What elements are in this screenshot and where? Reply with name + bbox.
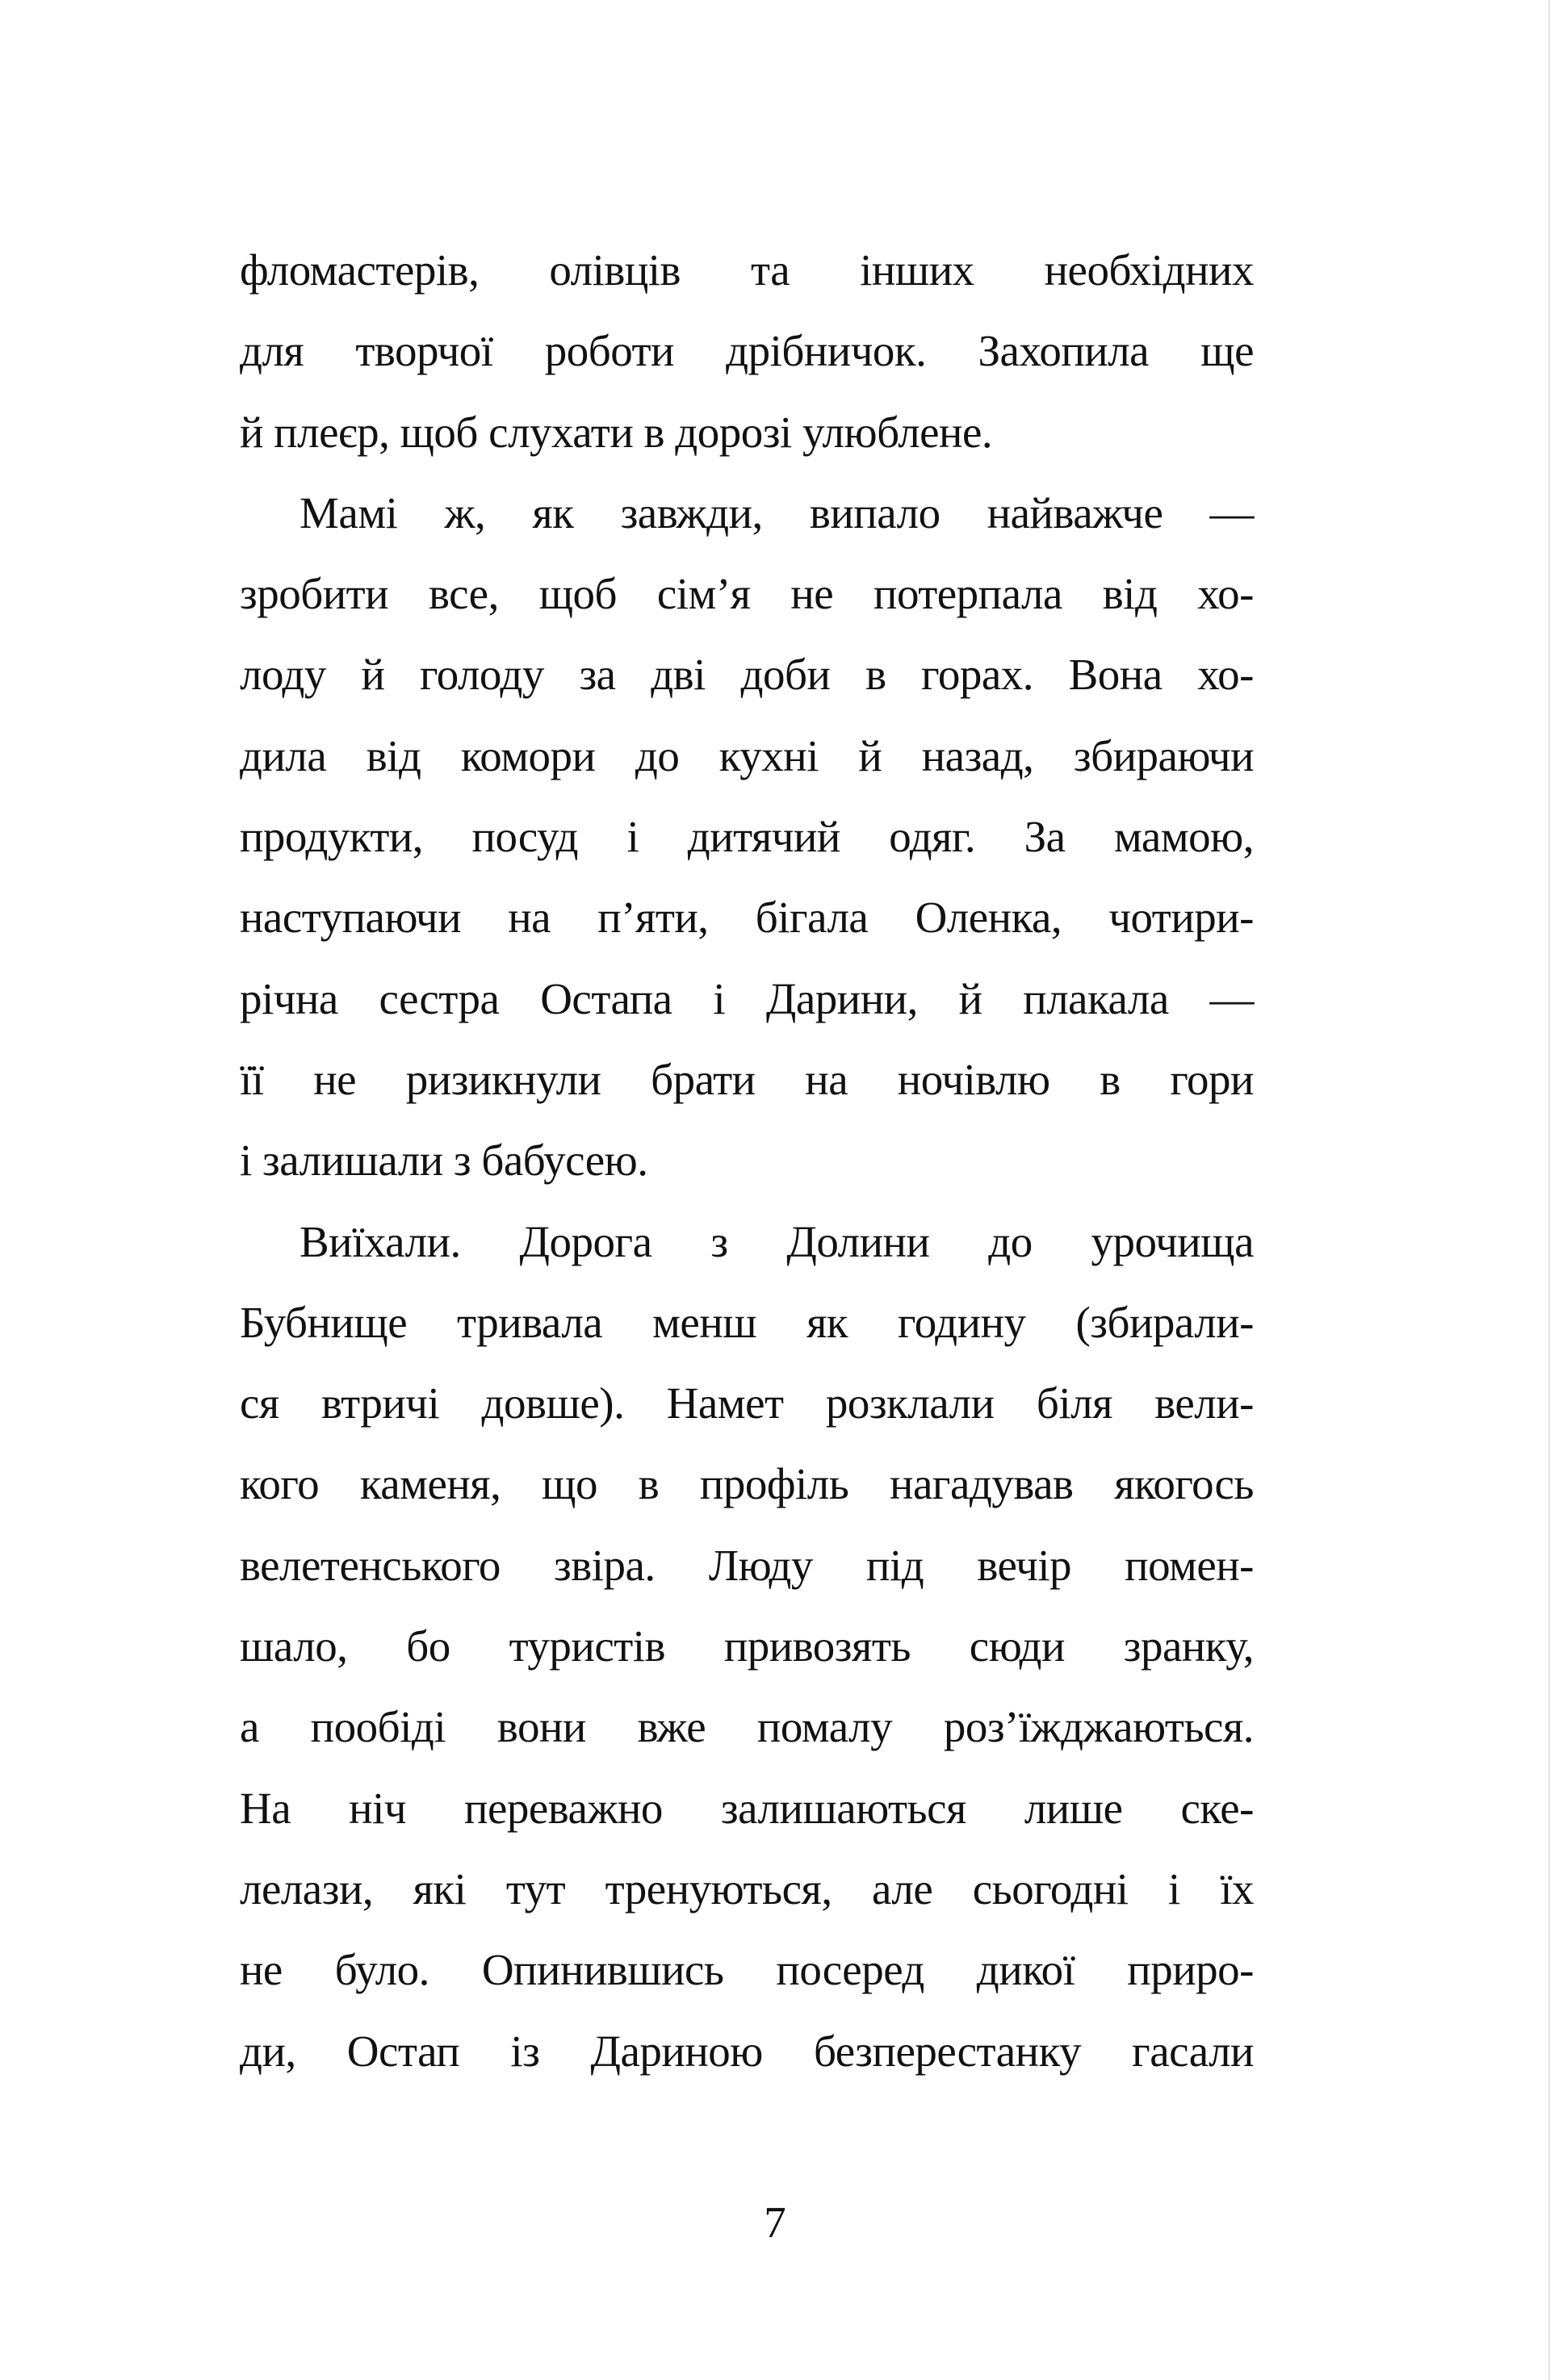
text-line: На ніч переважно залишаються лише ске-	[240, 1783, 1254, 1833]
text-line: річна сестра Остапа і Дарини, й плакала —	[240, 973, 1254, 1023]
text-line: Мамі ж, як завжди, випало найважче —	[300, 487, 1254, 537]
text-line: дила від комори до кухні й назад, збираючи	[240, 730, 1254, 780]
page-number: 7	[764, 2198, 786, 2247]
text-line: Бубнище тривала менш як годину (збирали-	[240, 1297, 1254, 1347]
text-line: Виїхали. Дорога з Долини до урочища	[300, 1216, 1254, 1266]
text-line: ди, Остап із Дариною безперестанку гасали	[240, 2026, 1254, 2076]
text-line: і залишали з бабусею.	[240, 1136, 648, 1186]
text-line: лоду й голоду за дві доби в горах. Вона хо-	[240, 650, 1254, 700]
text-line: шало, бо туристів привозять сюди зранку,	[240, 1621, 1254, 1671]
text-line: зробити все, щоб сім’я не потерпала від хо-	[240, 569, 1254, 619]
text-line: лелази, які тут тренуються, але сьогодні і їх	[240, 1863, 1254, 1914]
text-line: велетенського звіра. Люду під вечір помен-	[240, 1540, 1254, 1590]
body-text	[240, 230, 1254, 2092]
text-line: ся втричі довше). Намет розклали біля вели-	[240, 1378, 1254, 1428]
text-line: а пообіді вони вже помалу роз’їжджаються.	[240, 1702, 1254, 1752]
text-line: фломастерів, олівців та інших необхідних	[240, 245, 1254, 295]
text-line: для творчої роботи дрібничок. Захопила ще	[240, 326, 1254, 376]
text-line: продукти, посуд і дитячий одяг. За мамою,	[240, 812, 1254, 862]
text-line: кого каменя, що в профіль нагадував якогось	[240, 1459, 1254, 1509]
text-line: наступаючи на п’яти, бігала Оленка, чотири-	[240, 893, 1254, 943]
text-line: її не ризикнули брати на ночівлю в гори	[240, 1054, 1254, 1104]
text-line: й плеєр, щоб слухати в дорозі улюблене.	[240, 407, 993, 457]
text-line: не було. Опинившись посеред дикої приро-	[240, 1945, 1254, 1995]
